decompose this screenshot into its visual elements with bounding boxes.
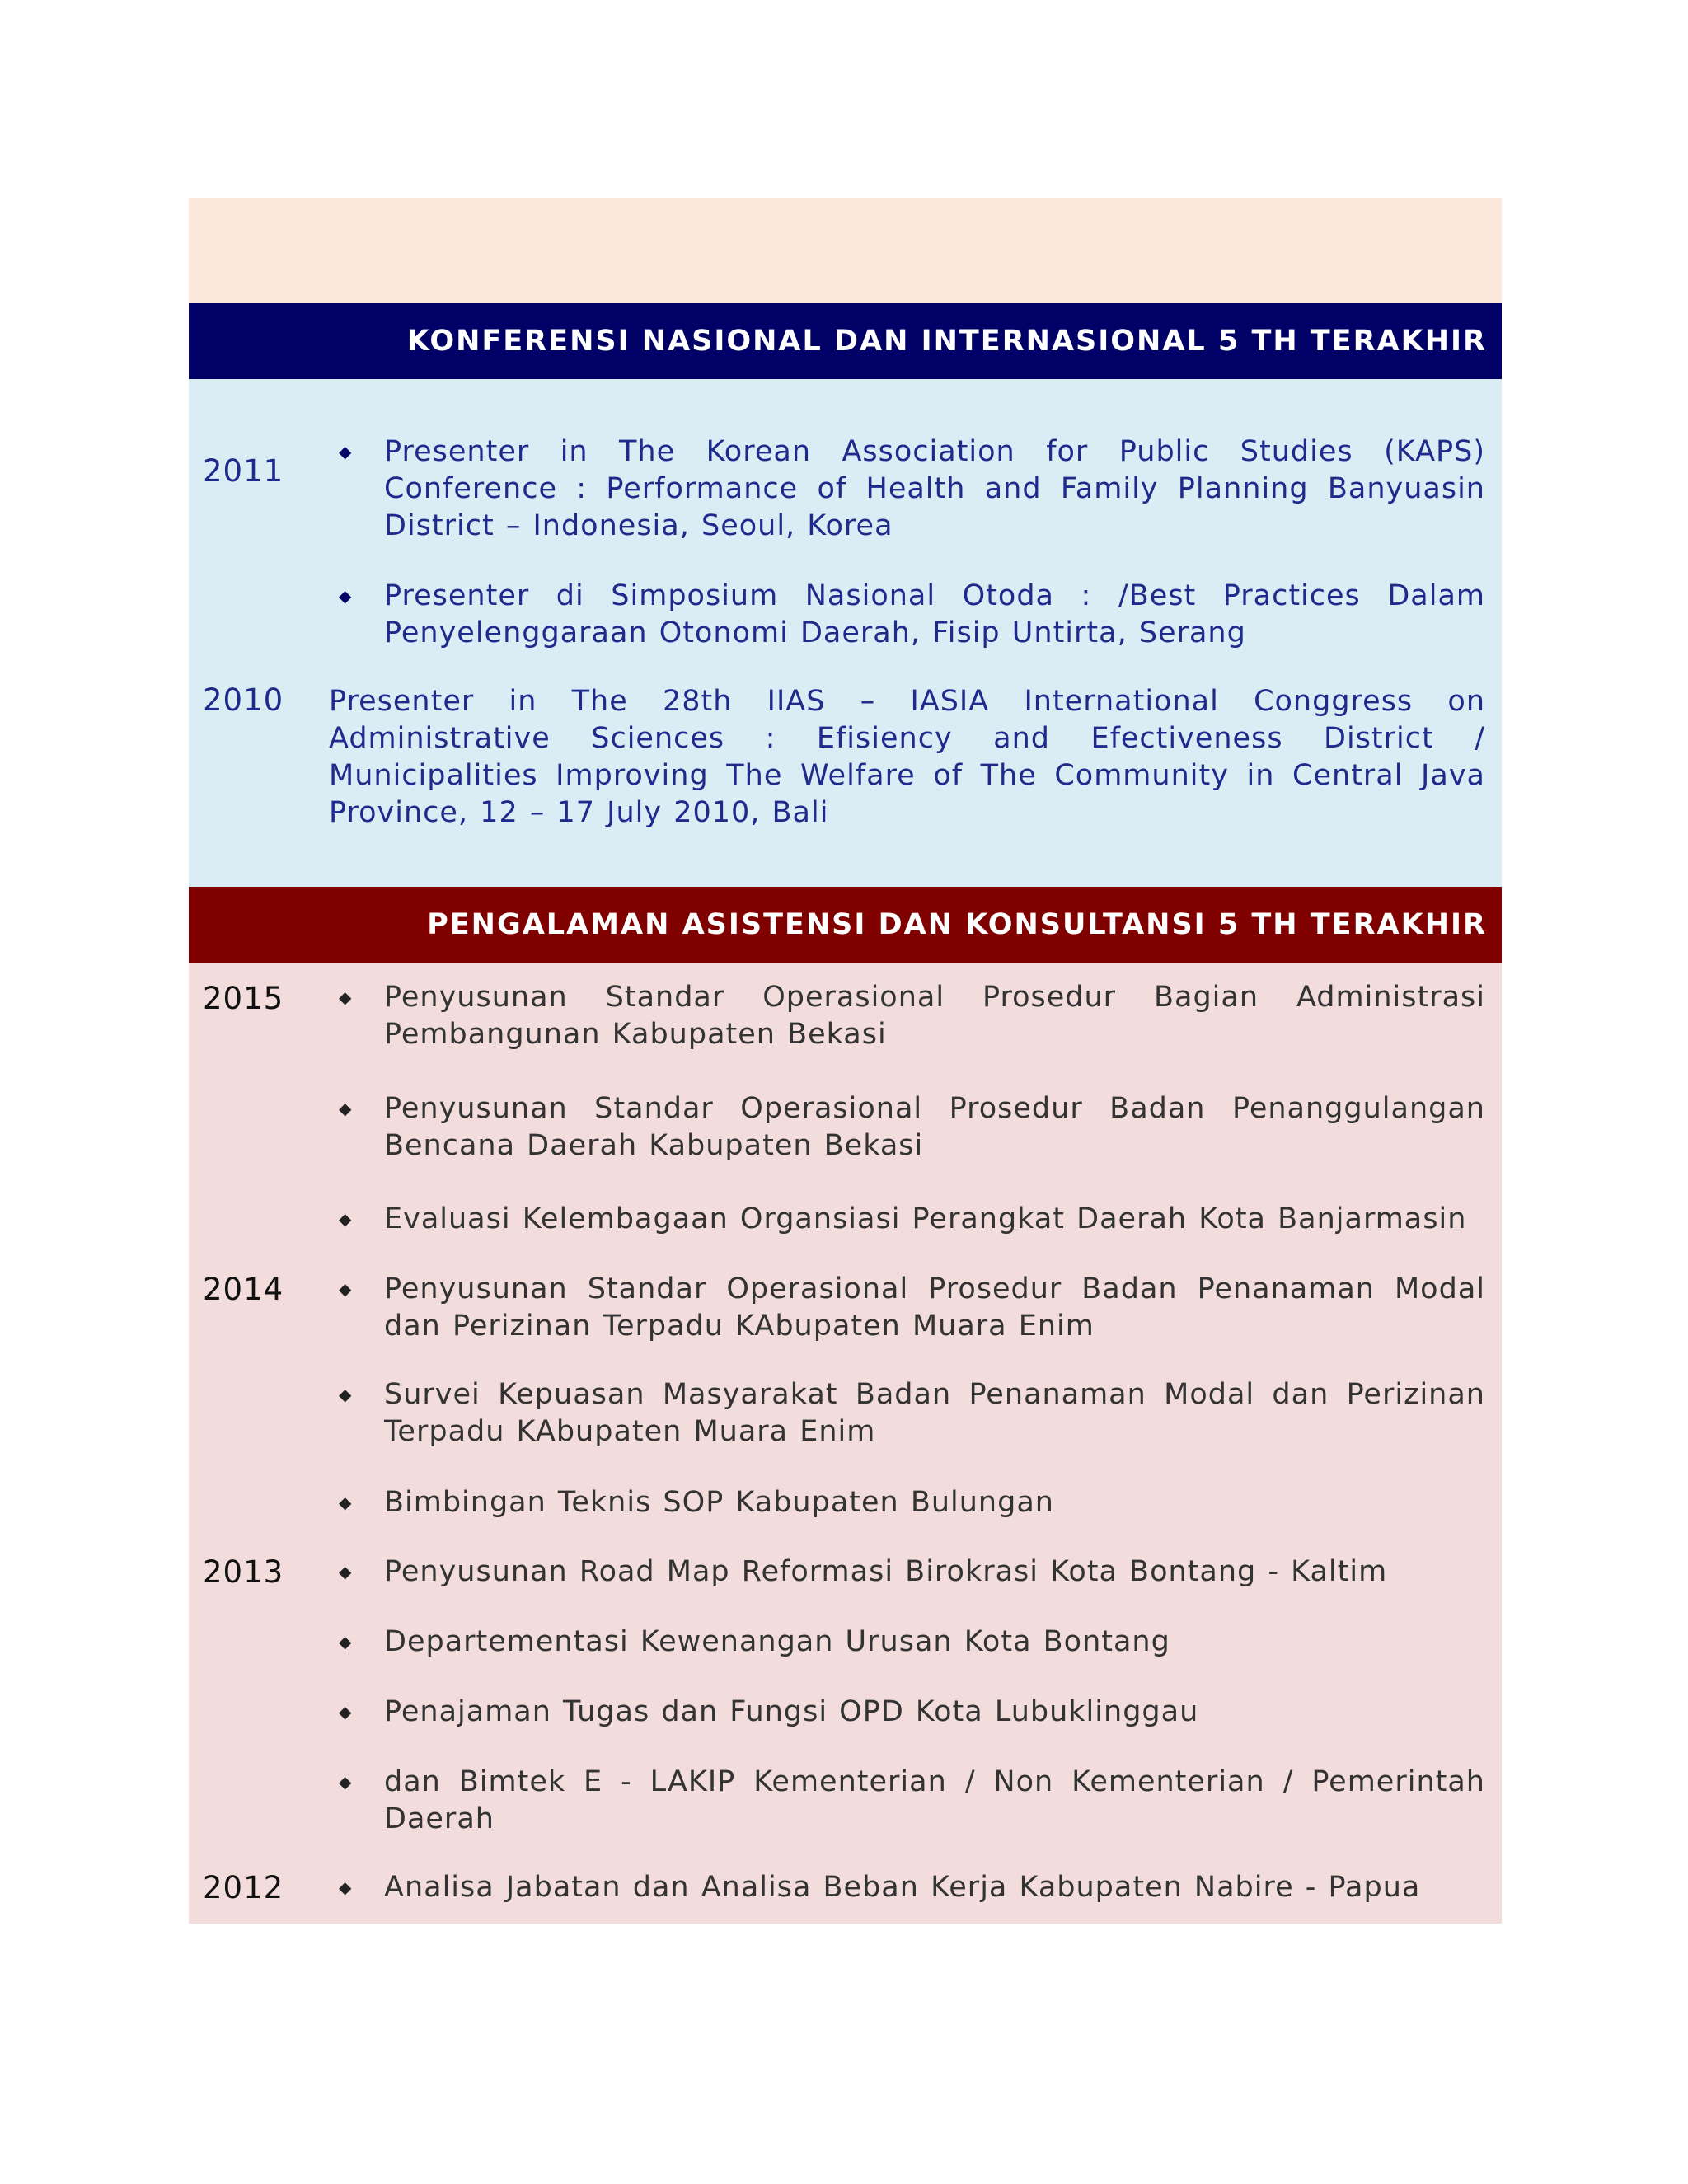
- section-title: KONFERENSI NASIONAL DAN INTERNASIONAL 5 TH TERAKHIR: [406, 325, 1487, 358]
- list-item: Presenter di Simposium Nasional Otoda : /Best Practices Dalam Penyelenggaraan Otonomi Daerah, Fisip Untirta, Serang: [384, 579, 1485, 649]
- list-item: Penyusunan Standar Operasional Prosedur Badan Penanaman Modal dan Perizinan Terpadu KAbupaten Muara Enim: [384, 1272, 1485, 1343]
- year-label: 2014: [203, 1272, 284, 1307]
- diamond-bullet-icon: ◆: [339, 1562, 352, 1582]
- list-item: Penyusunan Standar Operasional Prosedur Badan Penanggulangan Bencana Daerah Kabupaten Bekasi: [384, 1092, 1485, 1162]
- top-band: [189, 198, 1502, 303]
- diamond-bullet-icon: ◆: [339, 987, 352, 1007]
- list-item: Penyusunan Standar Operasional Prosedur Bagian Administrasi Pembangunan Kabupaten Bekasi: [384, 981, 1485, 1051]
- diamond-bullet-icon: ◆: [339, 1099, 352, 1118]
- list-item: Bimbingan Teknis SOP Kabupaten Bulungan: [384, 1486, 1054, 1519]
- year-label: 2011: [203, 453, 284, 489]
- diamond-bullet-icon: ◆: [339, 1632, 352, 1652]
- cv-page: [189, 198, 1502, 1924]
- diamond-bullet-icon: ◆: [339, 1772, 352, 1792]
- list-item: dan Bimtek E - LAKIP Kementerian / Non Kementerian / Pemerintah Daerah: [384, 1765, 1485, 1835]
- year-label: 2013: [203, 1554, 284, 1590]
- diamond-bullet-icon: ◆: [339, 1279, 352, 1299]
- section-header-conferences: [189, 303, 1502, 379]
- list-item: Analisa Jabatan dan Analisa Beban Kerja Kabupaten Nabire - Papua: [384, 1871, 1421, 1904]
- list-item: Departementasi Kewenangan Urusan Kota Bontang: [384, 1625, 1170, 1658]
- list-item: Penyusunan Road Map Reformasi Birokrasi Kota Bontang - Kaltim: [384, 1555, 1388, 1588]
- section-title: PENGALAMAN ASISTENSI DAN KONSULTANSI 5 TH TERAKHIR: [427, 908, 1487, 941]
- diamond-bullet-icon: ◆: [339, 1877, 352, 1897]
- diamond-bullet-icon: ◆: [339, 1209, 352, 1229]
- year-label: 2015: [203, 981, 284, 1016]
- list-item: Evaluasi Kelembagaan Organsiasi Perangkat Daerah Kota Banjarmasin: [384, 1202, 1467, 1235]
- section-header-consulting: [189, 887, 1502, 963]
- diamond-bullet-icon: ◆: [339, 1493, 352, 1512]
- diamond-bullet-icon: ◆: [339, 1702, 352, 1722]
- consulting-section: [189, 963, 1502, 1924]
- diamond-bullet-icon: ◆: [339, 442, 352, 462]
- year-label: 2012: [203, 1870, 284, 1905]
- list-item: Survei Kepuasan Masyarakat Badan Penanaman Modal dan Perizinan Terpadu KAbupaten Muara Enim: [384, 1378, 1485, 1448]
- diamond-bullet-icon: ◆: [339, 1385, 352, 1404]
- conferences-section: [189, 379, 1502, 887]
- year-label: 2010: [203, 682, 284, 718]
- list-item: Penajaman Tugas dan Fungsi OPD Kota Lubuklinggau: [384, 1695, 1199, 1728]
- list-item: Presenter in The 28th IIAS – IASIA International Conggress on Administrative Sciences : Efisiency and Efectiveness District / Municipalities Improving The Welfare of The Community in Central Java Province, 12 – 17 July 2010, Bali: [329, 685, 1485, 829]
- diamond-bullet-icon: ◆: [339, 586, 352, 606]
- list-item: Presenter in The Korean Association for Public Studies (KAPS) Conference : Performance of Health and Family Planning Banyuasin District – Indonesia, Seoul, Korea: [384, 435, 1485, 542]
